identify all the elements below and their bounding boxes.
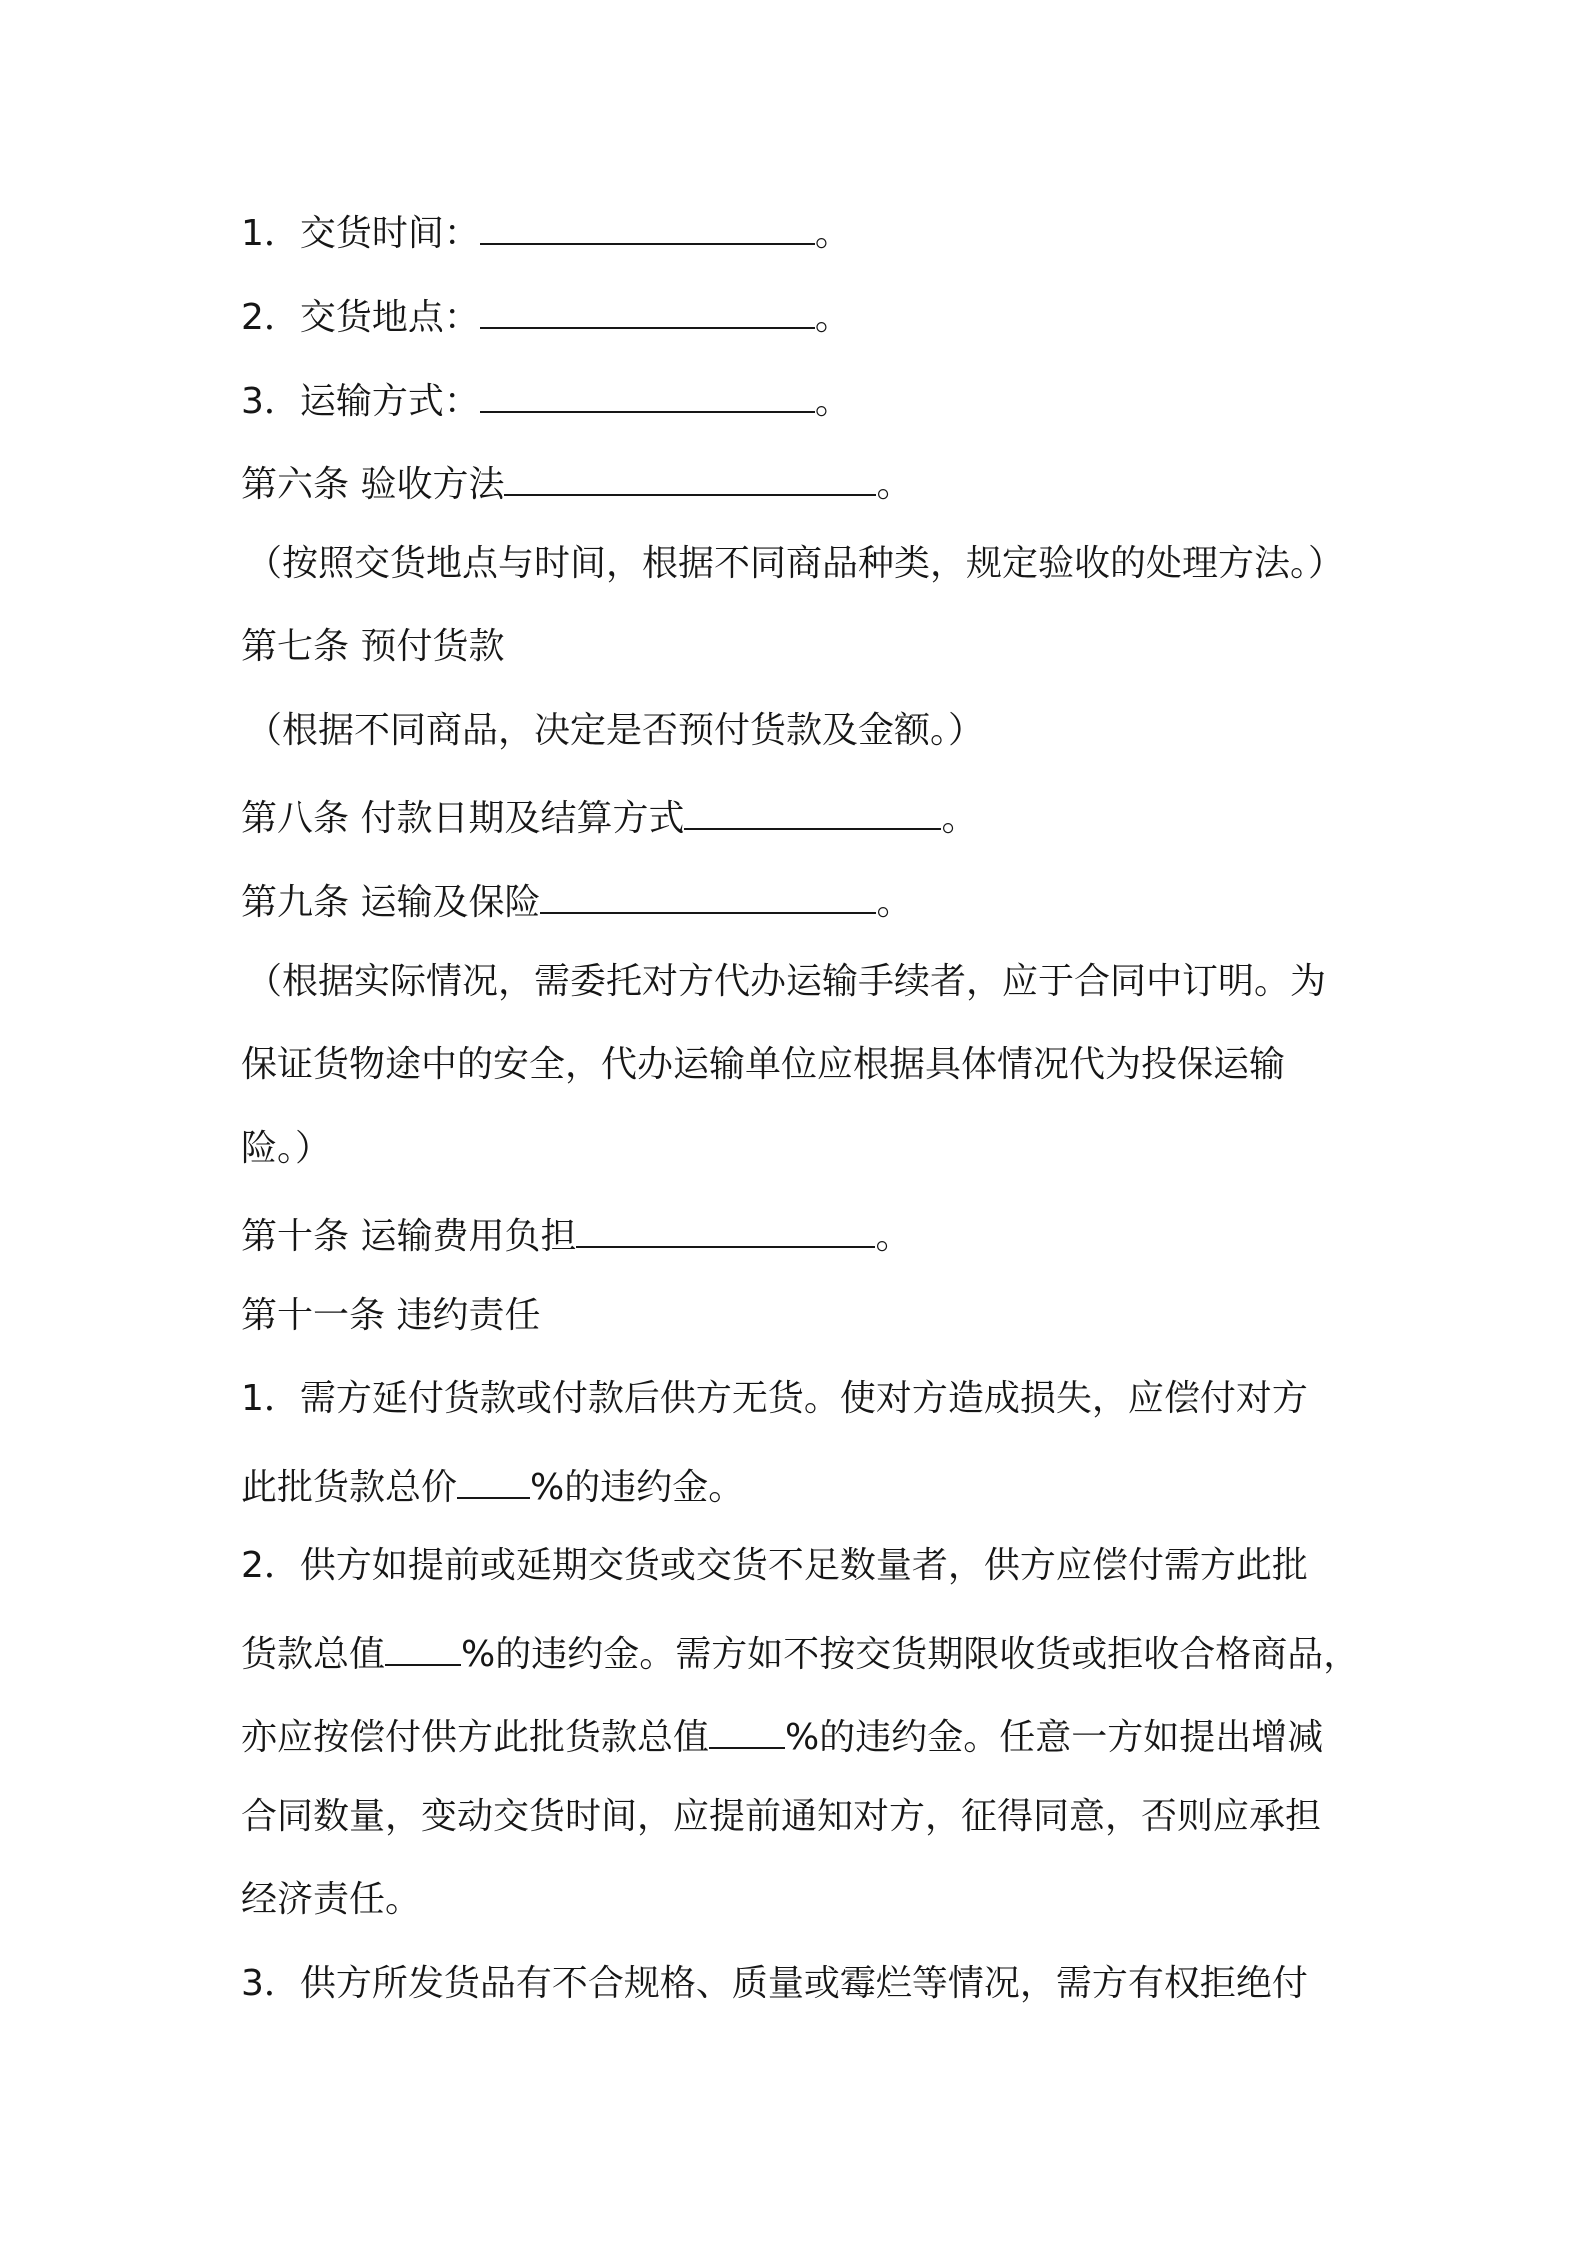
clause1-line-2-post: %的违约金。 — [530, 1467, 745, 1508]
article11-heading: 第十一条 违约责任 — [241, 1295, 541, 1336]
delivery-time-line — [241, 199, 851, 259]
clause2-line-1: 2．供方如提前或延期交货或交货不足数量者，供方应偿付需方此批 — [241, 1545, 1308, 1586]
article9-heading: 第九条 运输及保险 — [241, 882, 541, 923]
transport-mode-label: 3．运输方式： — [241, 381, 480, 422]
clause3-line-1: 3．供方所发货品有不合规格、质量或霉烂等情况，需方有权拒绝付 — [241, 1963, 1308, 2004]
clause2-line-2-pre: 货款总值 — [241, 1634, 386, 1675]
clause2-percent-blank-2[interactable] — [709, 1703, 785, 1749]
delivery-place-line — [241, 283, 851, 343]
clause2-line-2 — [241, 1620, 1359, 1680]
article6-end: 。 — [876, 464, 913, 505]
payment-terms-blank[interactable] — [684, 784, 941, 830]
clause2-line-3-pre: 亦应按偿付供方此批货款总值 — [241, 1717, 710, 1758]
clause2-line-3-post: %的违约金。任意一方如提出增减 — [785, 1717, 1324, 1758]
delivery-place-end: 。 — [814, 297, 851, 338]
clause2-line-4: 合同数量，变动交货时间，应提前通知对方，征得同意，否则应承担 — [241, 1796, 1322, 1837]
article7-note: （根据不同商品，决定是否预付货款及金额。） — [246, 710, 985, 751]
delivery-time-end: 。 — [814, 213, 851, 254]
article8-end: 。 — [941, 798, 978, 839]
article9-heading-line — [241, 868, 912, 928]
delivery-place-blank[interactable] — [480, 283, 815, 329]
transport-mode-end: 。 — [814, 381, 851, 422]
article9-note-line-3: 险。） — [241, 1128, 332, 1169]
article6-note: （按照交货地点与时间，根据不同商品种类，规定验收的处理方法。） — [246, 543, 1345, 584]
clause2-percent-blank-1[interactable] — [385, 1620, 461, 1666]
article9-note-line-1: （根据实际情况，需委托对方代办运输手续者，应于合同中订明。为 — [246, 961, 1327, 1002]
transport-insurance-blank[interactable] — [540, 868, 876, 914]
clause1-line-1: 1．需方延付货款或付款后供方无货。使对方造成损失，应偿付对方 — [241, 1378, 1308, 1419]
article9-end: 。 — [876, 882, 913, 923]
article10-end: 。 — [875, 1216, 912, 1257]
article6-heading-line — [241, 450, 912, 510]
transport-mode-blank[interactable] — [480, 367, 815, 413]
clause2-line-2-post: %的违约金。需方如不按交货期限收货或拒收合格商品， — [461, 1634, 1360, 1675]
clause1-line-2-pre: 此批货款总价 — [241, 1467, 458, 1508]
clause1-line-2 — [241, 1453, 744, 1513]
clause1-percent-blank[interactable] — [457, 1453, 530, 1499]
article6-heading: 第六条 验收方法 — [241, 464, 505, 505]
article9-note-line-2: 保证货物途中的安全，代办运输单位应根据具体情况代为投保运输 — [241, 1044, 1286, 1085]
delivery-place-label: 2．交货地点： — [241, 297, 480, 338]
delivery-time-label: 1．交货时间： — [241, 213, 480, 254]
acceptance-method-blank[interactable] — [504, 450, 876, 496]
clause2-line-5: 经济责任。 — [241, 1879, 422, 1920]
delivery-time-blank[interactable] — [480, 199, 815, 245]
clause2-line-3 — [241, 1703, 1323, 1763]
article10-heading: 第十条 运输费用负担 — [241, 1216, 577, 1257]
transport-mode-line — [241, 367, 851, 427]
article10-heading-line — [241, 1202, 911, 1262]
article8-heading-line — [241, 784, 977, 844]
article7-heading: 第七条 预付货款 — [241, 626, 505, 667]
transport-fee-blank[interactable] — [576, 1202, 875, 1248]
article8-heading: 第八条 付款日期及结算方式 — [241, 798, 685, 839]
